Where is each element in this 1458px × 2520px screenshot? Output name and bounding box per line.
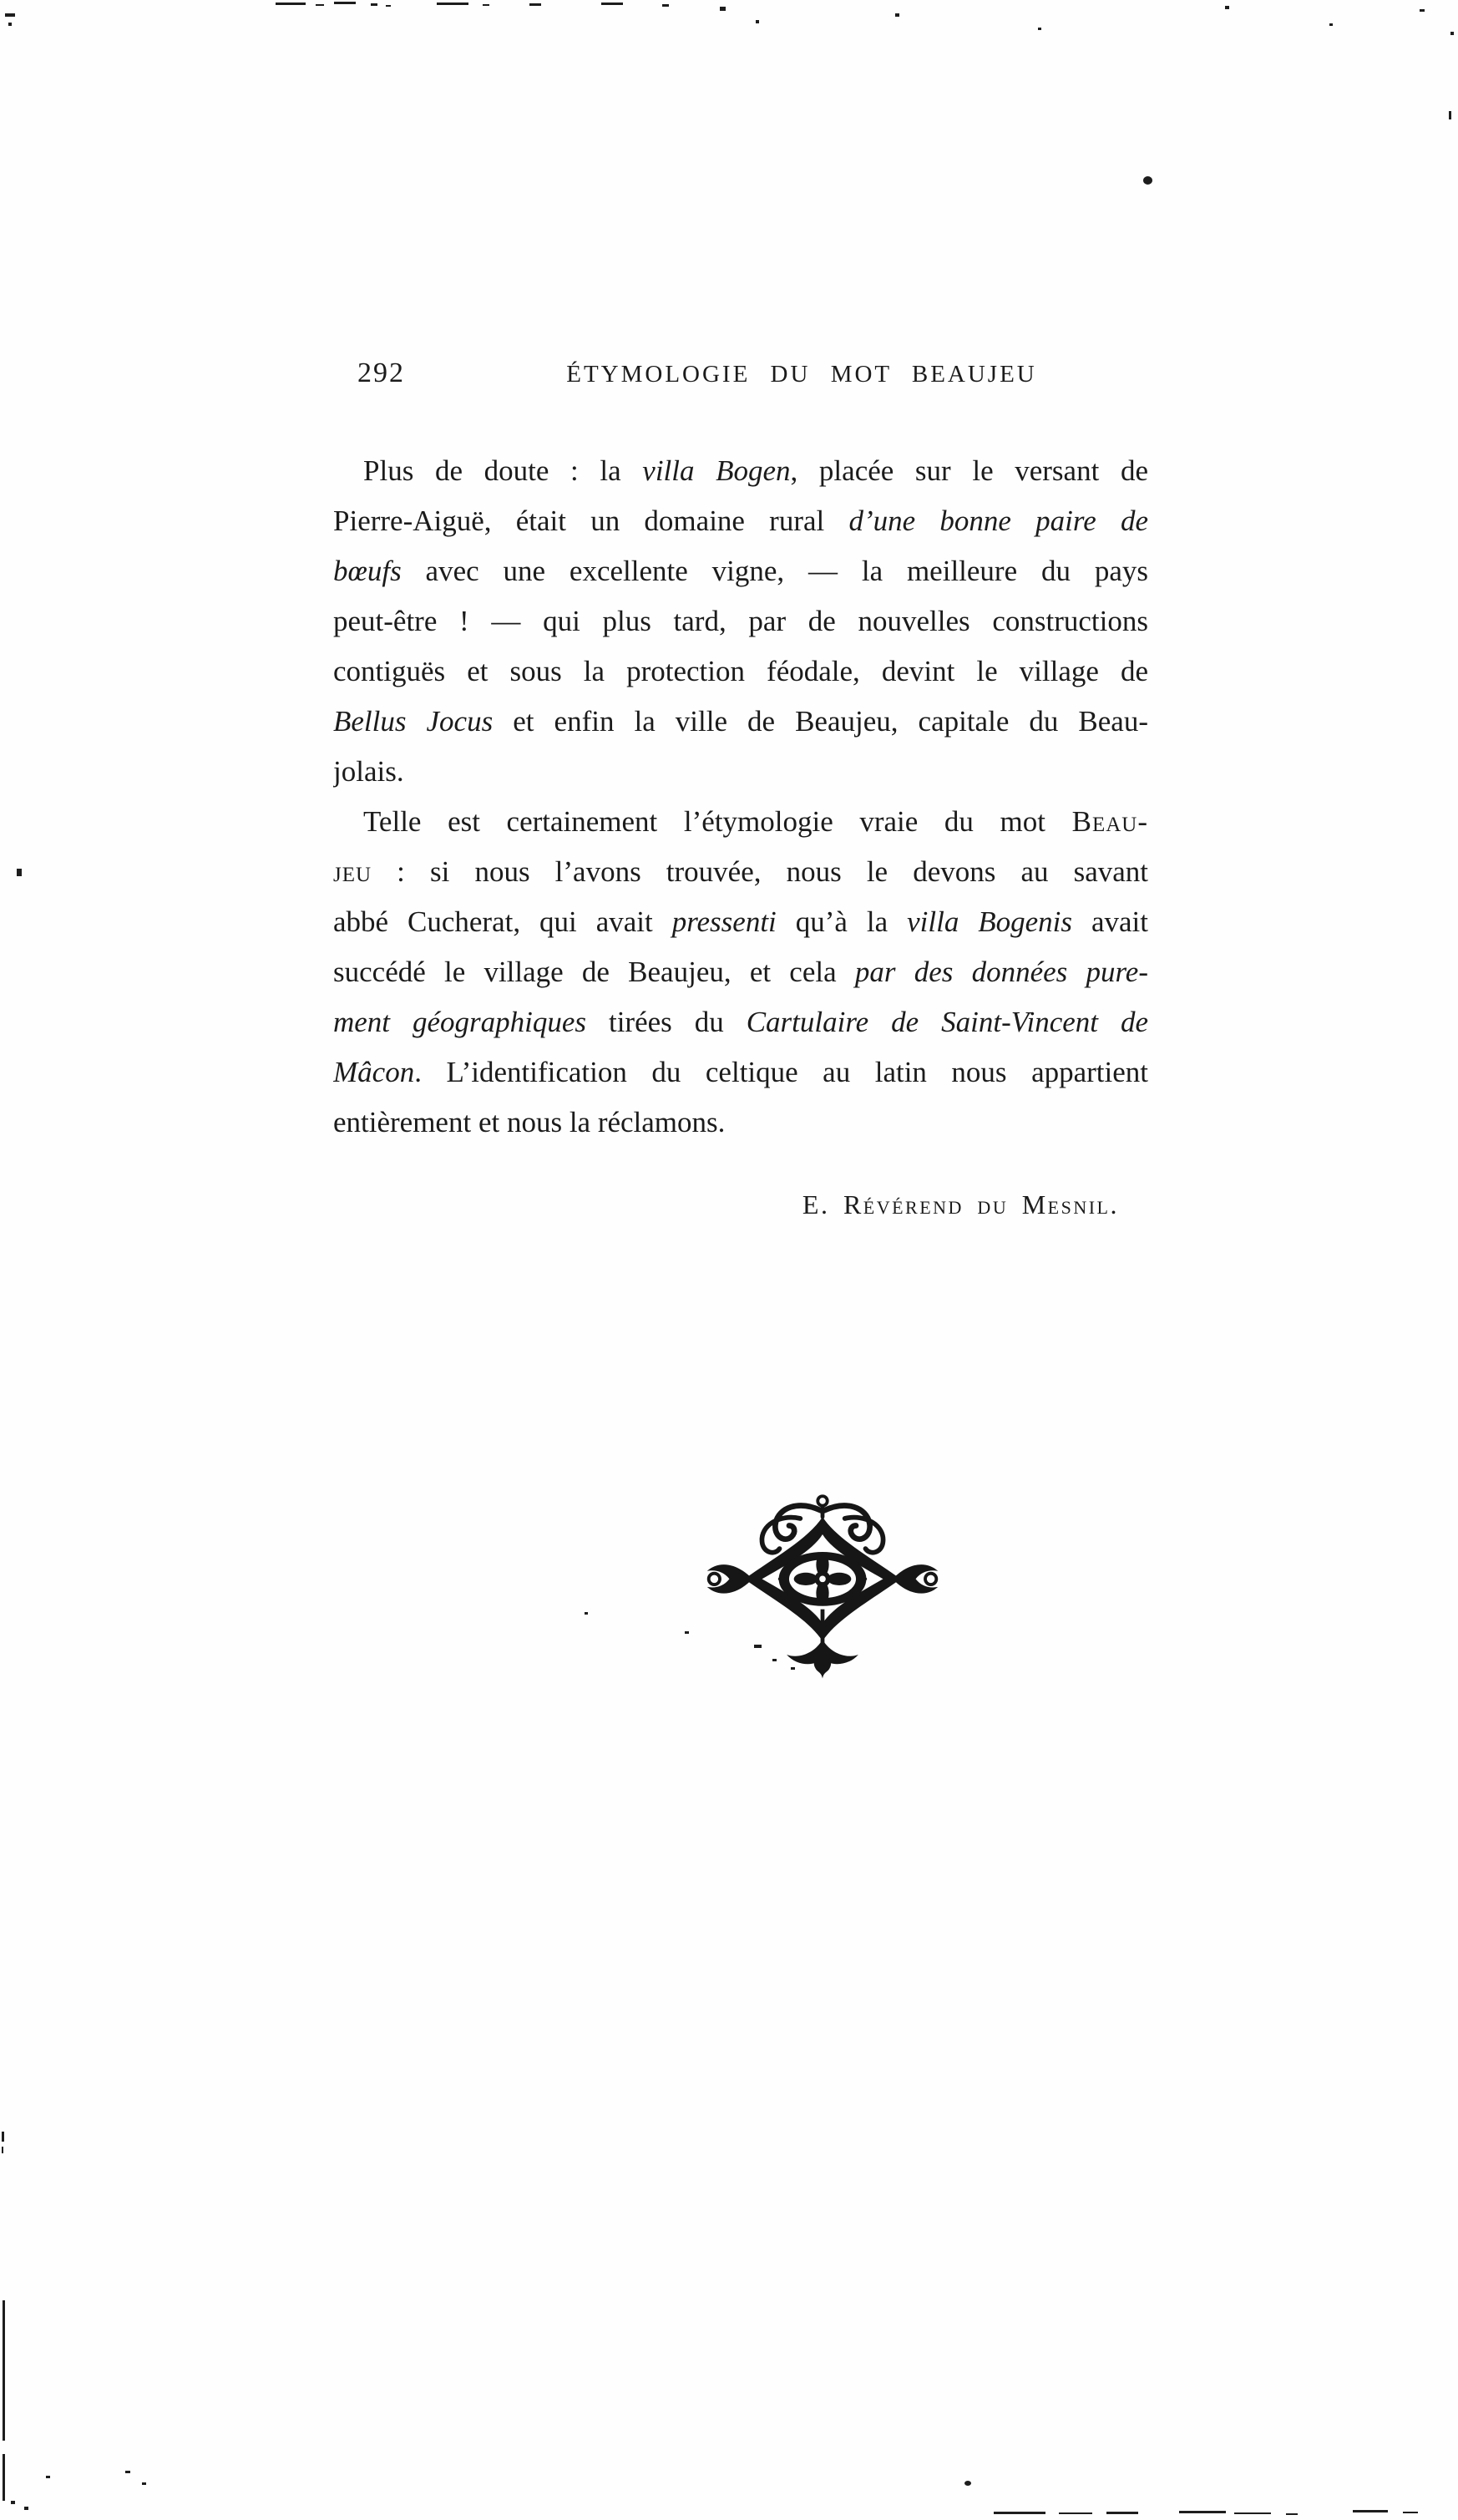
scan-speckle [371, 3, 377, 6]
plain-text: et enfin la ville de Beaujeu, capitale du Beau- [493, 705, 1148, 738]
italic-text: Bellus Jocus [333, 705, 494, 738]
page-number: 292 [357, 357, 405, 388]
scan-speckle [756, 20, 759, 23]
scan-speckle [386, 5, 391, 7]
plain-text: jolais. [333, 755, 404, 788]
scan-speckle [316, 4, 324, 6]
italic-text: par des données pure- [854, 956, 1148, 988]
plain-text: qu’à la [776, 905, 908, 938]
text-line [333, 646, 1148, 697]
italic-text: bœufs [333, 555, 402, 587]
italic-text: pressenti [671, 905, 777, 938]
scan-speckle [1059, 2512, 1092, 2514]
scan-speckle [483, 4, 489, 6]
scan-speckle [994, 2512, 1045, 2514]
scan-speckle [3, 2454, 5, 2501]
scan-speckle [1234, 2512, 1271, 2514]
scan-speckle [8, 23, 12, 26]
scan-speckle [17, 869, 22, 876]
author-signature: E. Révérend du Mesnil. [802, 1189, 1119, 1219]
plain-text: succédé le village de Beaujeu, et cela [333, 956, 855, 988]
text-line [333, 1098, 1148, 1148]
fleuron-ornament-icon [703, 1487, 942, 1684]
smallcaps-text: Beau- [1071, 805, 1148, 838]
text-line [333, 797, 1148, 847]
scan-speckle [685, 1631, 689, 1634]
italic-text: ment géographiques [333, 1006, 587, 1038]
text-line [333, 1047, 1148, 1098]
plain-text: Plus de doute : la [363, 454, 643, 487]
smallcaps-text: jeu [333, 855, 372, 888]
scan-speckle [1106, 2512, 1138, 2514]
scan-speckle [334, 2, 356, 4]
scan-speckle [791, 1667, 795, 1670]
scan-speckle [720, 7, 726, 11]
scan-speckle [1449, 111, 1451, 119]
text-line [333, 947, 1148, 997]
scan-speckle [142, 2482, 146, 2485]
scan-speckle [24, 2507, 28, 2510]
scan-speckle [125, 2471, 130, 2473]
body-text [333, 446, 1148, 1148]
scan-speckle [895, 13, 899, 17]
text-line [333, 496, 1148, 546]
plain-text: contiguës et sous la protection féodale, devint le village de [333, 655, 1148, 687]
scan-speckle [1403, 2512, 1418, 2513]
text-line [333, 847, 1148, 897]
scan-speckle [772, 1659, 777, 1661]
plain-text: avec une excellente vigne, — la meilleure du pays [401, 555, 1148, 587]
scan-speckle [1286, 2513, 1298, 2515]
scan-speckle [1450, 32, 1454, 35]
scan-speckle [1179, 2511, 1226, 2513]
plain-text: tirées du [586, 1006, 747, 1038]
plain-text: Pierre-Aiguë, était un domaine rural [333, 505, 849, 537]
scan-speckle [2, 2147, 3, 2153]
italic-text: Cartulaire de Saint-Vincent de [746, 1006, 1148, 1038]
italic-text: villa Bogen [642, 454, 791, 487]
text-line [333, 596, 1148, 646]
scan-speckle [5, 13, 15, 17]
plain-text: peut-être ! — qui plus tard, par de nouvelles constructions [333, 605, 1148, 637]
text-line [333, 697, 1148, 747]
scan-speckle [964, 2481, 971, 2486]
plain-text: : si nous l’avons trouvée, nous le devons au savant [372, 855, 1148, 888]
scan-speckle [601, 3, 623, 5]
plain-text: avait [1072, 905, 1148, 938]
scan-speckle [662, 4, 669, 7]
scan-speckle [1353, 2510, 1388, 2512]
scan-speckle [585, 1612, 588, 1615]
scan-speckle [1225, 6, 1229, 9]
scan-speckle [529, 3, 541, 6]
text-line [333, 897, 1148, 947]
scan-speckle [1038, 28, 1041, 30]
text-line [333, 446, 1148, 496]
italic-text: d’une bonne paire de [848, 505, 1148, 537]
scan-speckle [1143, 176, 1152, 185]
text-line [333, 747, 1148, 797]
text-line [333, 546, 1148, 596]
plain-text: Telle est certainement l’étymologie vraie du mot [363, 805, 1072, 838]
scan-speckle [1420, 9, 1425, 12]
running-title: ÉTYMOLOGIE DU MOT BEAUJEU [566, 361, 1037, 388]
scan-speckle [1329, 23, 1333, 26]
scan-speckle [276, 3, 306, 5]
text-line [333, 997, 1148, 1047]
scan-speckle [437, 3, 468, 5]
plain-text: entièrement et nous la réclamons. [333, 1106, 726, 1138]
scan-speckle [3, 2300, 5, 2441]
italic-text: Mâcon [333, 1056, 415, 1088]
italic-text: villa Bogenis [907, 905, 1073, 938]
plain-text: , placée sur le versant de [790, 454, 1148, 487]
plain-text: . L’identification du celtique au latin nous appartient [414, 1056, 1148, 1088]
scan-speckle [754, 1645, 762, 1648]
scan-speckle [2, 2132, 4, 2142]
scan-speckle [11, 2501, 15, 2504]
plain-text: abbé Cucherat, qui avait [333, 905, 672, 938]
scan-speckle [46, 2476, 50, 2478]
